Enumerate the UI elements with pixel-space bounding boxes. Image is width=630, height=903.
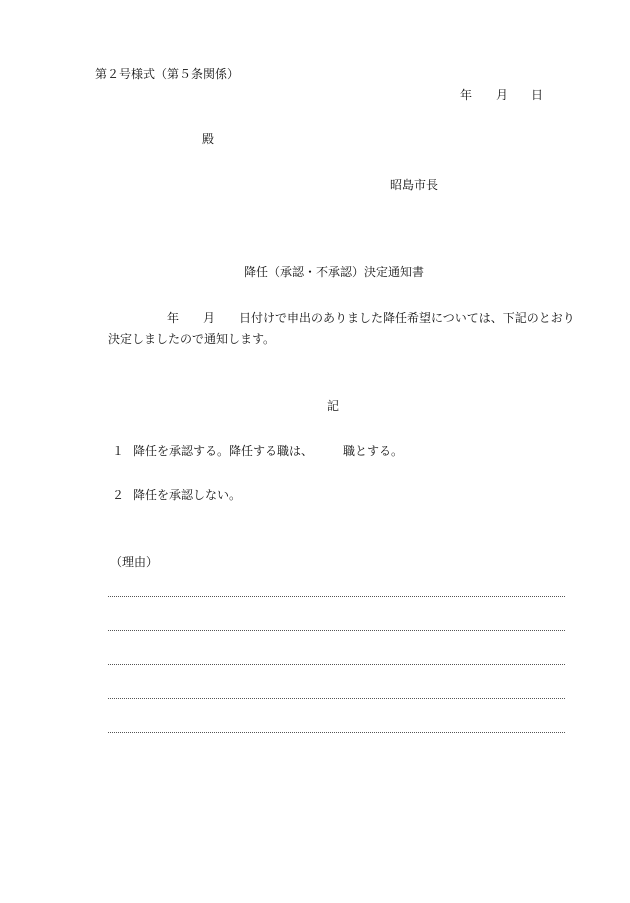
item-number: １ [112,444,125,458]
item-text: 降任を承認する。降任する職は、 [133,444,314,458]
ki-label: 記 [327,399,340,413]
item-text-end: 職とする。 [343,444,404,458]
item-text: 降任を承認しない。 [133,488,242,502]
item-number: ２ [112,488,125,502]
body-line1: 日付けで申出のありました降任希望については、下記のとおり [239,311,575,325]
reason-label: （理由） [110,555,159,569]
reason-line [108,630,565,631]
issuer: 昭島市長 [390,178,439,192]
body-line2: 決定しましたので通知します。 [108,332,276,346]
body-year: 年 [167,311,180,325]
document-title: 降任（承認・不承認）決定通知書 [244,265,425,279]
date-year: 年 [460,88,473,102]
reason-line [108,698,565,699]
reason-line [108,664,565,665]
addressee-suffix: 殿 [202,132,215,146]
reason-line [108,596,565,597]
reason-line [108,732,565,733]
date-month: 月 [496,88,509,102]
date-day: 日 [531,88,544,102]
form-label: 第２号様式（第５条関係） [95,67,240,81]
body-month: 月 [203,311,216,325]
